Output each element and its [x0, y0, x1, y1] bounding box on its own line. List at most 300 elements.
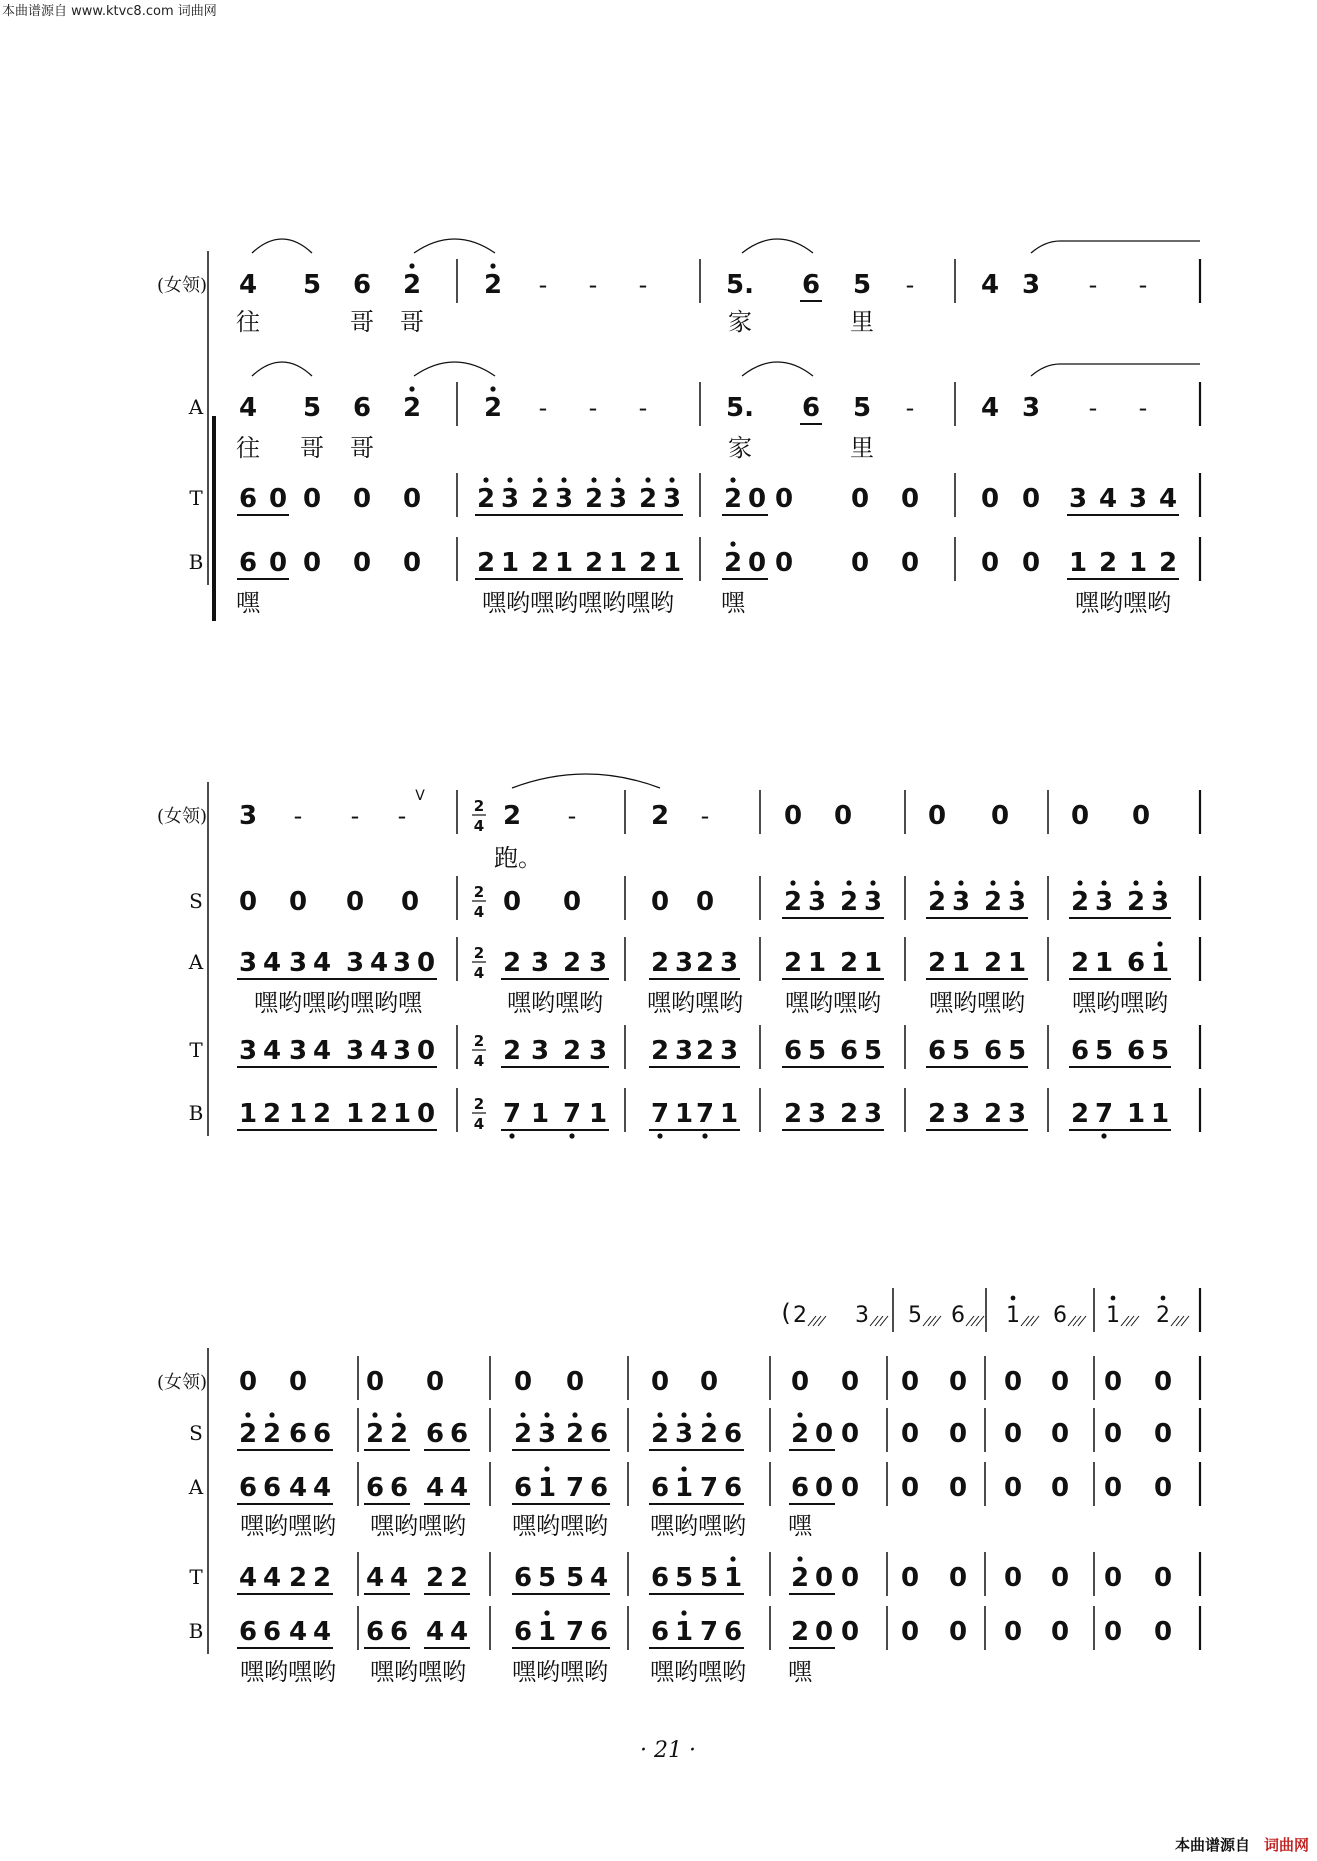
- score-note: 2: [695, 948, 715, 978]
- score-high-dot: [269, 1412, 274, 1417]
- score-note: 2: [476, 548, 496, 578]
- score-note: 4: [288, 1473, 308, 1503]
- lyric-text: 嘿哟嘿哟: [512, 1512, 608, 1540]
- score-note: 0: [774, 548, 794, 578]
- lyric-text: 嘿哟嘿哟: [647, 989, 743, 1017]
- voice-label: (女领): [156, 275, 208, 296]
- score-note: 0: [840, 1419, 860, 1449]
- score-note: 0: [1050, 1617, 1070, 1647]
- score-note: 6: [238, 484, 258, 514]
- score-note: 0: [352, 548, 372, 578]
- lyric-text: 嘿哟嘿哟: [512, 1658, 608, 1686]
- score-note: 6: [352, 393, 372, 423]
- score-note: 6: [589, 1617, 609, 1647]
- lyric-text: 跑。: [494, 844, 542, 872]
- score-high-dot: [372, 1412, 377, 1417]
- score-note: 3: [238, 948, 258, 978]
- score-low-dot: [569, 1133, 574, 1138]
- score-note: 2: [565, 1419, 585, 1449]
- score-note: 2: [723, 484, 743, 514]
- slur: [252, 362, 312, 376]
- score-note: 6: [723, 1419, 743, 1449]
- score-note: 2: [402, 393, 422, 423]
- score-high-dot: [591, 477, 596, 482]
- score-note: 2: [502, 801, 522, 831]
- score-note: 4: [238, 393, 258, 423]
- score-note: 6: [723, 1617, 743, 1647]
- voice-label: A: [188, 395, 204, 419]
- score-note: 6: [513, 1617, 533, 1647]
- score-note: 5: [537, 1563, 557, 1593]
- score-note: 4: [238, 1563, 258, 1593]
- score-note: 3: [345, 1036, 365, 1066]
- score-high-dot: [1101, 880, 1106, 885]
- lyric-text: 嘿哟嘿哟: [507, 989, 603, 1017]
- score-high-dot: [797, 1412, 802, 1417]
- score-note: 1: [500, 548, 520, 578]
- score-note: 4: [262, 1036, 282, 1066]
- score-note: 4: [1098, 484, 1118, 514]
- score-low-dot: [702, 1133, 707, 1138]
- intro-note: 1: [1106, 1303, 1120, 1328]
- lyric-text: 嘿哟嘿哟: [785, 989, 881, 1017]
- score-note: 0: [840, 1473, 860, 1503]
- score-high-dot: [790, 880, 795, 885]
- score-high-dot: [681, 1610, 686, 1615]
- score-note: 0: [416, 948, 436, 978]
- score-note: 3: [345, 948, 365, 978]
- score-note: 7: [650, 1099, 670, 1129]
- lyric-text: 里: [850, 308, 874, 336]
- score-note: 6: [389, 1473, 409, 1503]
- score-note: 0: [1050, 1563, 1070, 1593]
- score-high-dot: [1157, 880, 1162, 885]
- lyric-text: 嘿哟嘿哟: [650, 1658, 746, 1686]
- time-sig-bottom: 4: [473, 903, 485, 921]
- score-note: 6: [238, 1617, 258, 1647]
- time-sig-top: 2: [473, 944, 485, 962]
- score-note: 2: [695, 1036, 715, 1066]
- score-note: 3: [951, 887, 971, 917]
- score-note: 0: [1103, 1563, 1123, 1593]
- score-note: 2: [983, 887, 1003, 917]
- lyric-text: 嘿: [236, 589, 260, 617]
- score-note: 3: [1128, 484, 1148, 514]
- score-note: 0: [302, 484, 322, 514]
- score-high-dot: [561, 477, 566, 482]
- score-note: 6: [589, 1419, 609, 1449]
- score-note: 0: [900, 1473, 920, 1503]
- score-high-dot: [537, 477, 542, 482]
- score-note: 3: [530, 948, 550, 978]
- page-number: · 21 ·: [640, 1738, 696, 1763]
- score-note: 1: [807, 948, 827, 978]
- score-note: 6: [1126, 1036, 1146, 1066]
- score-note: 2: [699, 1419, 719, 1449]
- score-note: 2: [783, 1099, 803, 1129]
- time-sig-bottom: 4: [473, 1052, 485, 1070]
- score-note: 0: [238, 887, 258, 917]
- intro-note: 5: [908, 1303, 922, 1328]
- score-note: 2: [783, 948, 803, 978]
- score-dash: -: [1138, 271, 1148, 299]
- voice-label: B: [188, 1101, 204, 1125]
- score-high-dot: [645, 477, 650, 482]
- score-note: 2: [783, 887, 803, 917]
- intro-paren: (: [781, 1299, 791, 1327]
- intro-high-dot: [1161, 1296, 1166, 1301]
- score-note: 2: [650, 948, 670, 978]
- score-note: 5: [852, 270, 872, 300]
- score-high-dot: [409, 263, 414, 268]
- score-note: 1: [288, 1099, 308, 1129]
- score-note: 3: [608, 484, 628, 514]
- score-note: 1: [238, 1099, 258, 1129]
- score-note: 2: [650, 1036, 670, 1066]
- score-high-dot: [730, 541, 735, 546]
- score-dash: -: [1088, 271, 1098, 299]
- score-high-dot: [958, 880, 963, 885]
- score-note: 0: [900, 1419, 920, 1449]
- score-note: 5: [1150, 1036, 1170, 1066]
- score-note: 2: [638, 548, 658, 578]
- score-note: 4: [425, 1617, 445, 1647]
- score-note: 2: [1070, 1099, 1090, 1129]
- score-high-dot: [1014, 880, 1019, 885]
- score-note: 6: [365, 1617, 385, 1647]
- score-note: 7: [565, 1473, 585, 1503]
- score-note: 2: [562, 1036, 582, 1066]
- score-note: 0: [302, 548, 322, 578]
- score-note: 2: [983, 1099, 1003, 1129]
- score-note: 0: [1153, 1563, 1173, 1593]
- tie-continue: [1031, 364, 1200, 376]
- score-note: 5: [1094, 1036, 1114, 1066]
- score-note: 1: [662, 548, 682, 578]
- score-note: 6: [983, 1036, 1003, 1066]
- score-note: 0: [425, 1367, 445, 1397]
- score-dash: -: [905, 394, 915, 422]
- score-note: 2: [1070, 948, 1090, 978]
- score-high-dot: [245, 1412, 250, 1417]
- score-note: 0: [790, 1367, 810, 1397]
- score-high-dot: [934, 880, 939, 885]
- score-note: 2: [530, 484, 550, 514]
- score-dash: -: [905, 271, 915, 299]
- slur: [742, 239, 813, 253]
- intro-note: 1: [1006, 1303, 1020, 1328]
- lyric-text: 嘿哟嘿哟: [929, 989, 1025, 1017]
- score-note: 6: [783, 1036, 803, 1066]
- tie: [414, 362, 495, 376]
- score-note: 6: [839, 1036, 859, 1066]
- score-note: 2: [312, 1099, 332, 1129]
- score-note: 1: [392, 1099, 412, 1129]
- score-note: 2: [476, 484, 496, 514]
- lyric-text: 哥: [300, 434, 324, 462]
- score-high-dot: [657, 1412, 662, 1417]
- lyric-text: 嘿哟嘿哟: [1075, 589, 1171, 617]
- score-note: 2: [502, 948, 522, 978]
- score-note: 2: [562, 948, 582, 978]
- score-note: 2: [262, 1419, 282, 1449]
- score-note: 0: [1153, 1419, 1173, 1449]
- voice-label: T: [189, 1038, 203, 1062]
- score-note: 3: [674, 1036, 694, 1066]
- score-high-dot: [409, 386, 414, 391]
- score-note: 0: [840, 1367, 860, 1397]
- breath-mark: V: [415, 788, 425, 804]
- score-note: 0: [1021, 548, 1041, 578]
- score-note: 0: [948, 1617, 968, 1647]
- score-note: 4: [238, 270, 258, 300]
- score-note: 2: [839, 948, 859, 978]
- lyric-text: 家: [728, 308, 752, 336]
- score-dash: -: [293, 802, 303, 830]
- score-note: 4: [389, 1563, 409, 1593]
- score-note: 0: [1021, 484, 1041, 514]
- score-high-dot: [797, 1556, 802, 1561]
- score-note: 7: [695, 1099, 715, 1129]
- score-note: 0: [268, 548, 288, 578]
- score-note: 6: [801, 393, 821, 423]
- score-note: 0: [402, 548, 422, 578]
- lyric-text: 嘿哟嘿哟: [370, 1658, 466, 1686]
- score-note: 1: [608, 548, 628, 578]
- score-note: 0: [840, 1617, 860, 1647]
- score-note: 2: [262, 1099, 282, 1129]
- score-note: 0: [948, 1473, 968, 1503]
- score-note: 2: [365, 1419, 385, 1449]
- score-note: 1: [1150, 1099, 1170, 1129]
- lyric-text: 嘿: [788, 1512, 812, 1540]
- lyric-text: 嘿哟嘿哟嘿哟嘿哟: [482, 589, 674, 617]
- score-note: 2: [1098, 548, 1118, 578]
- score-note: 0: [1103, 1367, 1123, 1397]
- score-note: 1: [1128, 548, 1148, 578]
- score-note: 2: [983, 948, 1003, 978]
- score-note: 3: [674, 948, 694, 978]
- score-note: 6: [389, 1617, 409, 1647]
- lyric-text: 嘿: [788, 1658, 812, 1686]
- score-note: 5: [951, 1036, 971, 1066]
- score-note: 4: [288, 1617, 308, 1647]
- score-note: 3: [1094, 887, 1114, 917]
- score-note: 1: [1068, 548, 1088, 578]
- score-note: 0: [948, 1563, 968, 1593]
- voice-label: T: [189, 486, 203, 510]
- score-note: 1: [530, 1099, 550, 1129]
- score-note: 4: [312, 1036, 332, 1066]
- score-dash: -: [397, 802, 407, 830]
- score-high-dot: [490, 263, 495, 268]
- score-note: 0: [352, 484, 372, 514]
- score-note: 6: [352, 270, 372, 300]
- lyric-text: 哥: [350, 308, 374, 336]
- time-sig-top: 2: [473, 1032, 485, 1050]
- score-note: 2: [402, 270, 422, 300]
- voice-label: S: [189, 889, 203, 913]
- score-note: 0: [288, 887, 308, 917]
- score-note: 6: [650, 1617, 670, 1647]
- score-note: 2: [389, 1419, 409, 1449]
- score-note: 4: [980, 393, 1000, 423]
- score-note: 0: [927, 801, 947, 831]
- score-note: 1: [537, 1617, 557, 1647]
- score-note: 2: [650, 801, 670, 831]
- lyric-text: 往: [236, 434, 260, 462]
- score-note: 0: [365, 1367, 385, 1397]
- score-high-dot: [490, 386, 495, 391]
- footer-text: 本曲谱源自: [1174, 1836, 1250, 1854]
- score-dash: -: [538, 394, 548, 422]
- intro-note: 2: [793, 1303, 807, 1328]
- time-sig-top: 2: [473, 883, 485, 901]
- score-note: 3: [238, 801, 258, 831]
- score-note: 5: [302, 270, 322, 300]
- voice-label: (女领): [156, 806, 208, 827]
- score-note: 6: [723, 1473, 743, 1503]
- intro-note: 3: [855, 1303, 869, 1328]
- score-high-dot: [1077, 880, 1082, 885]
- score-note: 2: [1158, 548, 1178, 578]
- voice-label: A: [188, 1475, 204, 1499]
- score-note: 6: [927, 1036, 947, 1066]
- score-note: 0: [814, 1563, 834, 1593]
- score-note: 1: [863, 948, 883, 978]
- score-note: 2: [638, 484, 658, 514]
- score-note: 6: [425, 1419, 445, 1449]
- score-low-dot: [509, 1133, 514, 1138]
- score-note: 3: [863, 887, 883, 917]
- score-note: 3: [951, 1099, 971, 1129]
- score-note: 0: [900, 1563, 920, 1593]
- score-note: 4: [262, 1563, 282, 1593]
- score-note: 5: [863, 1036, 883, 1066]
- voice-label: S: [189, 1421, 203, 1445]
- score-note: 6: [238, 1473, 258, 1503]
- score-note: 3: [719, 1036, 739, 1066]
- score-note: 0: [1103, 1419, 1123, 1449]
- score-note: 0: [238, 1367, 258, 1397]
- score-note: 5: [565, 1563, 585, 1593]
- lyric-text: 嘿哟嘿哟: [240, 1512, 336, 1540]
- score-note: 2: [425, 1563, 445, 1593]
- score-note: 0: [1003, 1473, 1023, 1503]
- score-high-dot: [1133, 880, 1138, 885]
- score-note: 2: [927, 948, 947, 978]
- score-note: 7: [565, 1617, 585, 1647]
- score-note: 4: [365, 1563, 385, 1593]
- voice-label: (女领): [156, 1372, 208, 1393]
- score-note: 3: [1007, 887, 1027, 917]
- score-dash: -: [700, 802, 710, 830]
- score-note: 2: [513, 1419, 533, 1449]
- score-note: 0: [1003, 1617, 1023, 1647]
- score-high-dot: [990, 880, 995, 885]
- score-note: 6: [262, 1473, 282, 1503]
- score-high-dot: [870, 880, 875, 885]
- score-note: 6: [238, 548, 258, 578]
- score-high-dot: [544, 1412, 549, 1417]
- score-note: 0: [416, 1036, 436, 1066]
- score-note: 6: [790, 1473, 810, 1503]
- score-note: 6: [1126, 948, 1146, 978]
- score-high-dot: [730, 477, 735, 482]
- score-note: 2: [839, 887, 859, 917]
- score-note: 2: [502, 1036, 522, 1066]
- score-note: 5.: [726, 270, 754, 300]
- tie: [512, 774, 660, 788]
- score-note: 1: [723, 1563, 743, 1593]
- score-note: 4: [369, 1036, 389, 1066]
- score-note: 0: [513, 1367, 533, 1397]
- score-high-dot: [814, 880, 819, 885]
- score-dash: -: [638, 394, 648, 422]
- score-note: 6: [650, 1563, 670, 1593]
- score-note: 0: [1003, 1367, 1023, 1397]
- score-note: 0: [695, 887, 715, 917]
- score-note: 7: [562, 1099, 582, 1129]
- intro-note: 6: [1053, 1303, 1067, 1328]
- tie: [414, 239, 495, 253]
- lyric-text: 嘿哟嘿哟: [650, 1512, 746, 1540]
- score-note: 0: [747, 484, 767, 514]
- score-note: 6: [801, 270, 821, 300]
- score-note: 7: [1094, 1099, 1114, 1129]
- time-sig-top: 2: [473, 797, 485, 815]
- score-note: 0: [833, 801, 853, 831]
- score-note: 0: [288, 1367, 308, 1397]
- score-note: 2: [483, 270, 503, 300]
- score-note: 4: [312, 948, 332, 978]
- score-note: 3: [662, 484, 682, 514]
- score-note: 0: [783, 801, 803, 831]
- score-note: 5: [302, 393, 322, 423]
- score-note: 1: [1150, 948, 1170, 978]
- score-low-dot: [1101, 1133, 1106, 1138]
- score-note: 2: [927, 1099, 947, 1129]
- score-note: 4: [449, 1473, 469, 1503]
- lyric-text: 嘿哟嘿哟嘿哟嘿: [254, 989, 422, 1017]
- score-note: 1: [1094, 948, 1114, 978]
- score-dash: -: [567, 802, 577, 830]
- score-note: 2: [584, 548, 604, 578]
- score-note: 6: [589, 1473, 609, 1503]
- time-sig-top: 2: [473, 1095, 485, 1113]
- score-note: 0: [980, 548, 1000, 578]
- score-note: 1: [674, 1473, 694, 1503]
- score-note: 1: [951, 948, 971, 978]
- score-note: 0: [900, 1617, 920, 1647]
- tie-continue: [1031, 241, 1200, 253]
- score-high-dot: [706, 1412, 711, 1417]
- score-note: 6: [1070, 1036, 1090, 1066]
- score-note: 0: [562, 887, 582, 917]
- score-note: 3: [554, 484, 574, 514]
- score-note: 0: [416, 1099, 436, 1129]
- score-note: 6: [650, 1473, 670, 1503]
- score-note: 4: [980, 270, 1000, 300]
- score-note: 3: [288, 1036, 308, 1066]
- score-note: 6: [312, 1419, 332, 1449]
- score-note: 3: [392, 1036, 412, 1066]
- score-dash: -: [350, 802, 360, 830]
- score-note: 2: [483, 393, 503, 423]
- score-note: 5: [807, 1036, 827, 1066]
- score-note: 0: [814, 1617, 834, 1647]
- score-note: 0: [650, 1367, 670, 1397]
